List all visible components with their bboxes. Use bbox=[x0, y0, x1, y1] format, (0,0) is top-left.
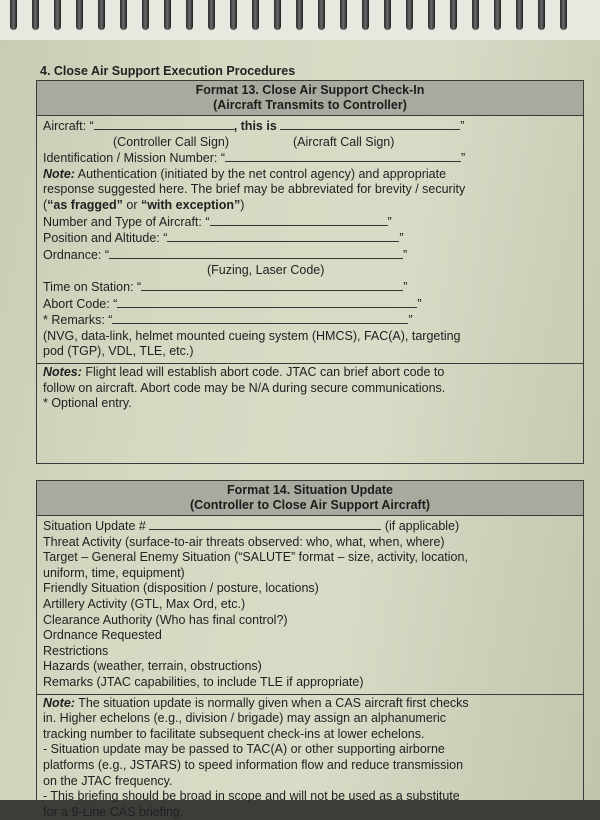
binding-coil bbox=[54, 0, 61, 30]
binding-coil bbox=[98, 0, 105, 30]
binding-coil bbox=[494, 0, 501, 30]
note-line-3 bbox=[43, 198, 577, 214]
this-is-label: , this is bbox=[233, 119, 277, 133]
binding-coil bbox=[560, 0, 567, 30]
binding-coil bbox=[428, 0, 435, 30]
binding-coil bbox=[164, 0, 171, 30]
binding-coil bbox=[10, 0, 17, 30]
note-line: in. Higher echelons (e.g., division / brigade) may assign an alphanumeric bbox=[43, 711, 446, 726]
note-line bbox=[43, 696, 577, 712]
format-14-header bbox=[37, 481, 583, 516]
list-item: Friendly Situation (disposition / posture, locations) bbox=[43, 581, 319, 596]
situation-update-blank[interactable] bbox=[149, 518, 381, 530]
note-label: Note: bbox=[43, 695, 75, 710]
note-or: or bbox=[122, 197, 141, 212]
list-item: uniform, time, equipment) bbox=[43, 565, 185, 580]
note-line-1 bbox=[43, 167, 577, 183]
binding-coil bbox=[516, 0, 523, 30]
close-quote: ” bbox=[417, 296, 422, 311]
remarks-blank[interactable] bbox=[112, 312, 408, 324]
format-14-title: Format 14. Situation Update bbox=[227, 483, 393, 497]
note-paren-open: ( bbox=[43, 197, 48, 212]
situation-update-label: Situation Update # bbox=[43, 519, 146, 533]
binding-coil bbox=[384, 0, 391, 30]
close-quote: ” bbox=[461, 151, 466, 166]
binding-coil bbox=[472, 0, 479, 30]
close-quote: ” bbox=[403, 247, 408, 262]
note-paren-close: ) bbox=[240, 197, 245, 212]
document-sheet bbox=[28, 42, 593, 819]
close-quote: ” bbox=[399, 231, 404, 246]
format-14-body bbox=[37, 516, 583, 820]
list-item: Target – General Enemy Situation (“SALUTE” format – size, activity, location, bbox=[43, 550, 468, 565]
note-text-1: Authentication (initiated by the net control agency) and appropriate bbox=[74, 166, 447, 181]
binding-coil bbox=[340, 0, 347, 30]
note-line: on the JTAC frequency. bbox=[43, 773, 173, 788]
list-item: Artillery Activity (GTL, Max Ord, etc.) bbox=[43, 596, 246, 611]
format-13-body bbox=[37, 116, 583, 412]
time-on-station-label: Time on Station: “ bbox=[43, 279, 142, 294]
notes-line-1 bbox=[43, 365, 577, 381]
list-item: Restrictions bbox=[43, 643, 109, 658]
binding-coil bbox=[208, 0, 215, 30]
aircraft-row bbox=[43, 118, 577, 135]
note-text: The situation update is normally given when a CAS aircraft first checks bbox=[74, 695, 469, 710]
note-line: tracking number to facilitate subsequent check-ins at lower echelons. bbox=[43, 726, 425, 741]
call-sign-captions bbox=[43, 135, 577, 151]
remarks-row bbox=[43, 312, 577, 329]
abort-code-blank[interactable] bbox=[117, 296, 417, 308]
ordnance-blank[interactable] bbox=[109, 247, 403, 259]
list-item: Hazards (weather, terrain, obstructions) bbox=[43, 659, 262, 674]
fuzing-caption: (Fuzing, Laser Code) bbox=[207, 263, 325, 278]
binding-coil bbox=[186, 0, 193, 30]
binding-coil bbox=[142, 0, 149, 30]
if-applicable: (if applicable) bbox=[384, 519, 460, 533]
binding-coil bbox=[318, 0, 325, 30]
format-13-subtitle: (Aircraft Transmits to Controller) bbox=[213, 98, 407, 112]
binding-coil bbox=[538, 0, 545, 30]
aircraft-label: Aircraft: “ bbox=[43, 119, 94, 133]
abort-code-label: Abort Code: “ bbox=[43, 296, 118, 311]
situation-update-row bbox=[43, 518, 577, 535]
as-fragged: “as fragged” bbox=[47, 197, 123, 212]
format-13-header bbox=[37, 81, 583, 116]
ordnance-label: Ordnance: “ bbox=[43, 247, 110, 262]
note-line: platforms (e.g., JSTARS) to speed information flow and reduce transmission bbox=[43, 757, 464, 772]
remarks-detail-1: (NVG, data-link, helmet mounted cueing system (HMCS), FAC(A), targeting bbox=[43, 328, 461, 343]
position-altitude-blank[interactable] bbox=[167, 230, 399, 242]
format-13-title: Format 13. Close Air Support Check-In bbox=[195, 83, 425, 97]
format-13-notes bbox=[43, 364, 577, 412]
notes-label: Notes: bbox=[43, 364, 82, 379]
binding-coil bbox=[362, 0, 369, 30]
binding-coil bbox=[406, 0, 413, 30]
spiral-binding bbox=[0, 0, 600, 40]
note-label: Note: bbox=[43, 166, 75, 181]
close-quote: ” bbox=[408, 313, 413, 328]
binding-coil bbox=[76, 0, 83, 30]
note-line-2: response suggested here. The brief may be abbreviated for brevity / security bbox=[43, 182, 466, 197]
format-14-box bbox=[36, 480, 584, 819]
abort-code-row bbox=[43, 296, 577, 313]
close-quote: ” bbox=[387, 214, 392, 229]
position-altitude-row bbox=[43, 230, 577, 247]
controller-call-sign-caption: (Controller Call Sign) bbox=[113, 134, 230, 149]
aircraft-call-sign-blank[interactable] bbox=[280, 118, 460, 130]
binding-coil bbox=[230, 0, 237, 30]
number-type-row bbox=[43, 214, 577, 231]
position-altitude-label: Position and Altitude: “ bbox=[43, 231, 168, 246]
list-item: Remarks (JTAC capabilities, to include TLE if appropriate) bbox=[43, 674, 364, 689]
list-item: Threat Activity (surface-to-air threats observed: who, what, when, where) bbox=[43, 534, 445, 549]
list-item: Clearance Authority (Who has final control?) bbox=[43, 612, 288, 627]
identification-label: Identification / Mission Number: “ bbox=[43, 151, 226, 166]
note-line: - Situation update may be passed to TAC(A) or other supporting airborne bbox=[43, 742, 445, 757]
number-type-blank[interactable] bbox=[210, 214, 388, 226]
identification-blank[interactable] bbox=[225, 150, 461, 162]
controller-call-sign-blank[interactable] bbox=[94, 118, 234, 130]
note-line: for a 9-Line CAS briefing. bbox=[43, 804, 184, 819]
with-exception: “with exception” bbox=[140, 197, 241, 212]
binding-coil bbox=[32, 0, 39, 30]
time-on-station-row bbox=[43, 279, 577, 296]
close-quote: ” bbox=[403, 279, 408, 294]
binding-coil bbox=[296, 0, 303, 30]
aircraft-call-sign-caption: (Aircraft Call Sign) bbox=[293, 134, 395, 149]
binding-coil bbox=[120, 0, 127, 30]
optional-entry: * Optional entry. bbox=[43, 396, 132, 411]
binding-coil bbox=[252, 0, 259, 30]
remarks-detail-2: pod (TGP), VDL, TLE, etc.) bbox=[43, 344, 194, 359]
notes-line-2: follow on aircraft. Abort code may be N/A during secure communications. bbox=[43, 380, 446, 395]
notes-text-1: Flight lead will establish abort code. JTAC can brief abort code to bbox=[81, 364, 445, 379]
binding-coil bbox=[274, 0, 281, 30]
format-13-box bbox=[36, 80, 584, 464]
section-title: 4. Close Air Support Execution Procedures bbox=[40, 64, 296, 78]
identification-row bbox=[43, 150, 577, 167]
binding-coil bbox=[450, 0, 457, 30]
note-line: - This briefing should be broad in scope and will not be used as a substitute bbox=[43, 789, 460, 804]
close-quote: ” bbox=[460, 119, 465, 133]
list-item: Ordnance Requested bbox=[43, 628, 162, 643]
number-type-label: Number and Type of Aircraft: “ bbox=[43, 214, 210, 229]
format-14-notes bbox=[43, 695, 577, 820]
time-on-station-blank[interactable] bbox=[141, 279, 403, 291]
format-14-subtitle: (Controller to Close Air Support Aircraft) bbox=[189, 498, 431, 512]
ordnance-row bbox=[43, 247, 577, 264]
remarks-label: * Remarks: “ bbox=[43, 313, 113, 328]
